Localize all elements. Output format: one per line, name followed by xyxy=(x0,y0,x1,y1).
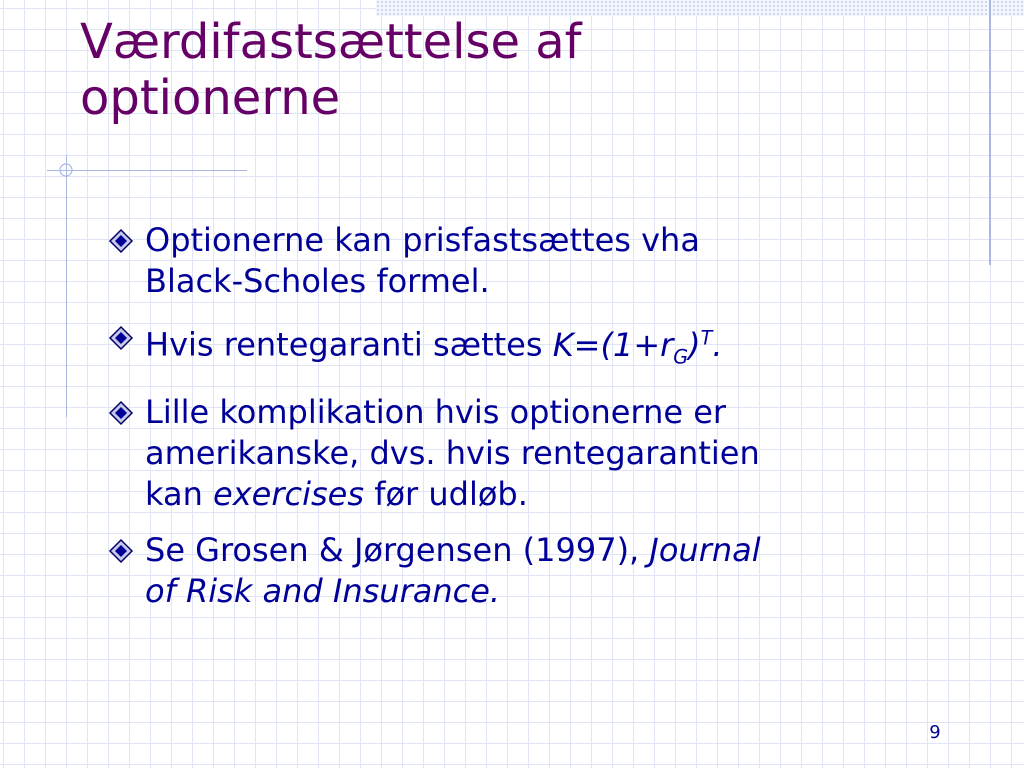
bullet-text: Lille komplikation hvis optionerne er xyxy=(145,393,727,432)
crosshair-icon xyxy=(56,160,76,180)
diamond-bullet-icon xyxy=(108,325,134,351)
slide-title xyxy=(80,14,960,126)
bullet-item-reference xyxy=(108,530,958,612)
diamond-bullet-icon xyxy=(108,228,134,254)
formula-main: K=(1+r xyxy=(552,325,674,364)
diamond-bullet-icon xyxy=(108,538,134,564)
formula-end: . xyxy=(712,325,723,364)
bullet-text: Optionerne kan prisfastsættes vha xyxy=(145,221,700,259)
bullet-text: før udløb. xyxy=(364,475,528,514)
formula-superscript: T xyxy=(700,326,713,349)
left-accent-line xyxy=(66,155,67,417)
page-number: 9 xyxy=(929,722,941,743)
slide-title-line-2: optionerne xyxy=(80,70,341,126)
title-underline xyxy=(47,170,247,171)
bullet-item-black-scholes xyxy=(108,220,958,302)
formula-close: ) xyxy=(688,325,701,364)
formula-subscript: G xyxy=(673,345,689,369)
bullet-item-komplikation xyxy=(108,392,958,515)
journal-title-part-1: Journal xyxy=(649,531,761,570)
bullet-text: Se Grosen & Jørgensen (1997), xyxy=(145,531,650,570)
bullet-item-rentegaranti xyxy=(108,317,958,377)
bullet-text: kan xyxy=(145,475,214,514)
bullet-text: Black-Scholes formel. xyxy=(145,262,490,300)
right-accent-line xyxy=(989,0,991,265)
bullet-text: Hvis rentegaranti sættes xyxy=(145,325,553,364)
bullet-italic-text: exercises xyxy=(213,475,365,514)
diamond-bullet-icon xyxy=(108,400,134,426)
bullet-text: amerikanske, dvs. hvis rentegarantien xyxy=(145,434,760,473)
journal-title-part-2: of Risk and Insurance. xyxy=(145,572,501,611)
slide-title-line-1: Værdifastsættelse af xyxy=(80,14,582,70)
bullet-list xyxy=(108,220,958,627)
formula xyxy=(552,325,723,369)
